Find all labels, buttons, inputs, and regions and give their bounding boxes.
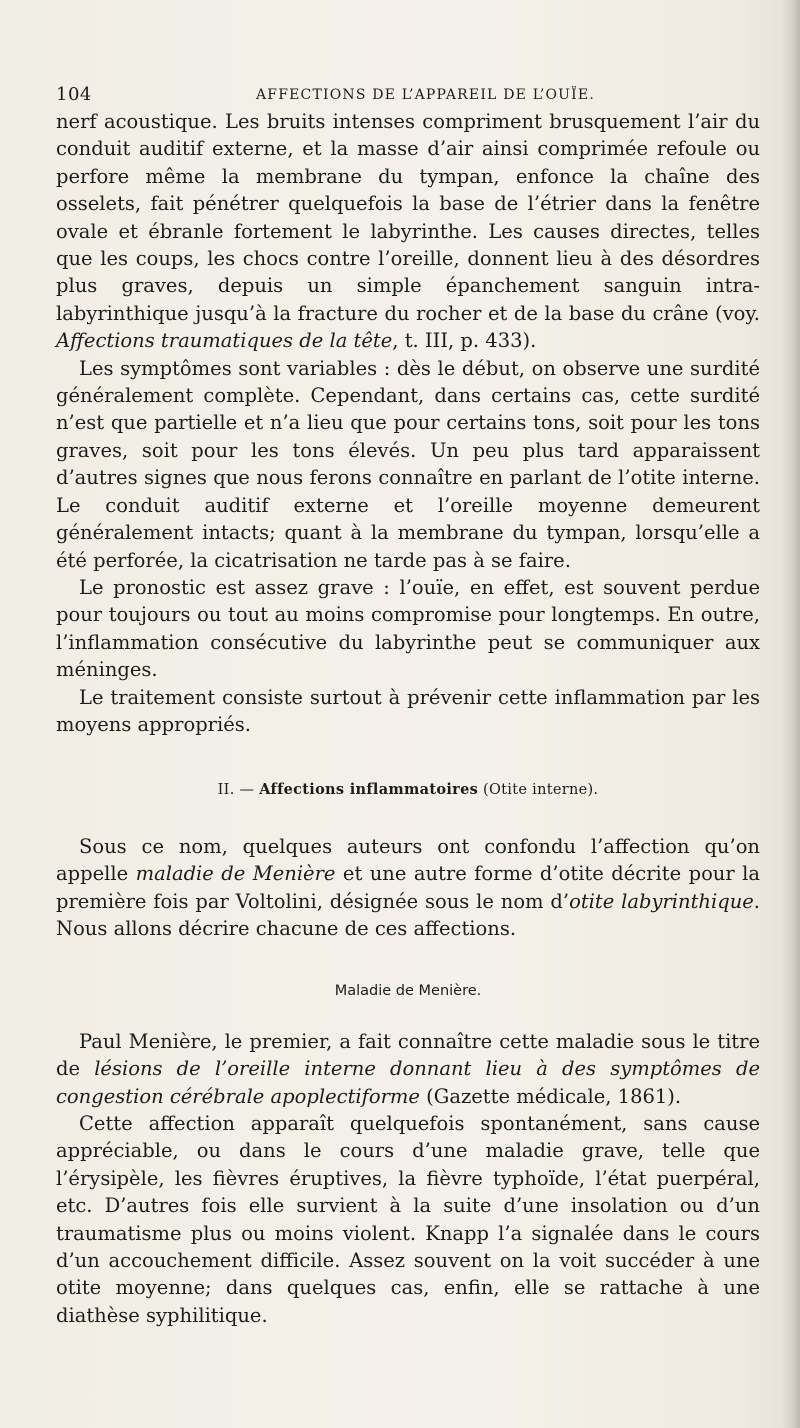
section-heading: II. — Affections inflammatoires (Otite interne). xyxy=(217,781,599,799)
paragraph-treatment: Le traitement consiste surtout à prévenir cette inflammation par les moyens appropriés. xyxy=(56,685,760,736)
paragraph-prognosis: Le pronostic est assez grave : l’ouïe, en effet, est souvent perdue pour toujours ou tout au moins compromise pour longtemps. En outre, l’inflammation consécutive du labyrinthe peut se communiquer aux méninges. xyxy=(56,575,760,682)
paragraph-causes: Cette affection apparaît quelquefois spontanément, sans cause appréciable, ou dans le cours d’une maladie grave, telle que l’érysipèle, les fièvres éruptives, la fièvre typhoïde, l’état puerpéral, etc. D’autres fois elle survient à la suite d’une insolation ou d’un traumatisme plus ou moins violent. Knapp l’a signalée dans le cours d’un accouchement difficile. Assez souvent on la voit succéder à une otite moyenne; dans quelques cas, enfin, elle se rattache à une diathèse syphilitique. xyxy=(56,1112,760,1327)
paragraph-meniere: Paul Menière, le premier, a fait connaître cette maladie sous le titre de lésions de l’oreille interne donnant lieu à des symptômes de congestion cérébrale apoplectiforme (Gazette médicale, 1861). xyxy=(56,1029,760,1108)
paragraph-continued: nerf acoustique. Les bruits intenses compriment brusquement l’air du conduit auditif externe, et la masse d’air ainsi comprimée refoule ou perfore même la membrane du tympan, enfonce la chaîne des osselets, fait pénétrer quelquefois la base de l’étrier dans la fenêtre ovale et ébranle fortement le labyrinthe. Les causes directes, telles que les coups, les chocs contre l’oreille, donnent lieu à des désordres plus graves, depuis un simple épanchement sanguin intra-labyrinthique jusqu’à la fracture du rocher et de la base du crâne (voy. Affections traumatiques de la tête, t. III, p. 433). xyxy=(56,110,760,353)
page-number: 104 xyxy=(56,84,92,105)
page-edge-shadow xyxy=(782,0,800,1428)
sub-heading: Maladie de Menière. xyxy=(334,983,482,1000)
paragraph-intro: Sous ce nom, quelques auteurs ont confondu l’affection qu’on appelle maladie de Menière et une autre forme d’otite décrite pour la première fois par Voltolini, désignée sous le nom d’otite labyrinthique. Nous allons décrire chacune de ces affections. xyxy=(56,834,760,940)
body-text xyxy=(56,108,760,1329)
page-header xyxy=(56,84,756,108)
reference-title: Affections traumatiques de la tête xyxy=(56,329,393,353)
paragraph-symptoms: Les symptômes sont variables : dès le début, on observe une surdité généralement complète. Cependant, dans certains cas, cette surdité n’est que partielle et n’a lieu que pour certains tons, soit pour les tons graves, soit pour les tons élevés. Un peu plus tard apparaissent d’autres signes que nous ferons connaître en parlant de l’otite interne. Le conduit auditif externe et l’oreille moyenne demeurent généralement intacts; quant à la membrane du tympan, lorsqu’elle a été perforée, la cicatrisation ne tarde pas à se faire. xyxy=(56,356,760,572)
running-title: AFFECTIONS DE L’APPAREIL DE L’OUÏE. xyxy=(256,87,595,103)
